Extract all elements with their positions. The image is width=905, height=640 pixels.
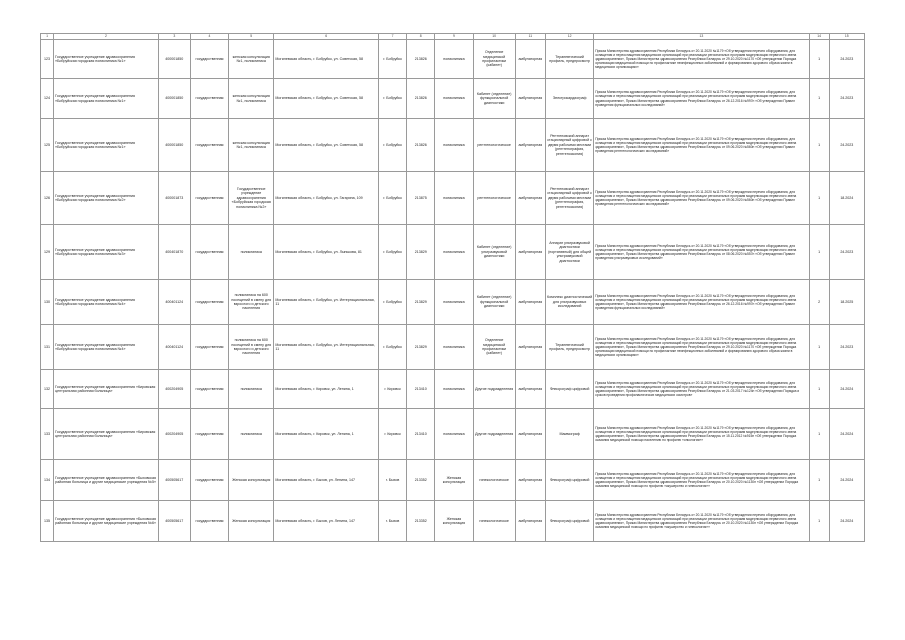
quantity-cell: 1 xyxy=(809,501,829,542)
date-cell: 24.2023 xyxy=(829,79,864,119)
date-cell: 24.2023 xyxy=(829,40,864,79)
institution-name-cell: Государственное учреждение здравоохранения «Бобруйская городская поликлиника №1» xyxy=(54,119,159,172)
address-cell: Могилевская область, г. Бобруйск, ул. Интернациональная, 11 xyxy=(274,325,379,370)
unp-cell: 400401124 xyxy=(158,325,190,370)
regulation-cell: Приказ Министерства здравоохранения Республики Беларусь от 20.11.2020 №1179 «Об утверждении перечня оборудования, для оснащения и переоснащения медицинских организаций при реализации региональных программ модернизации первичного звена здравоохранения», Приказ Министерства здравоохранения Республики Беларусь от 09.06.2020 №560н «Об утверждении Правил проведения рентгенологических исследований» xyxy=(594,172,809,225)
column-number: 4 xyxy=(190,34,228,40)
equipment-cell: Флюорограф цифровой xyxy=(545,460,593,501)
row-number-cell: 132 xyxy=(41,370,54,409)
address-cell: Могилевская область, г. Кировск, ул. Ленина, 1 xyxy=(274,370,379,409)
institution-name-cell: Государственное учреждение здравоохранения «Бобруйская городская поликлиника №2» xyxy=(54,172,159,225)
quantity-cell: 1 xyxy=(809,370,829,409)
locality-cell: г. Бобруйск xyxy=(379,79,407,119)
subdivision-cell: Женская консультация xyxy=(229,501,274,542)
regulation-cell: Приказ Министерства здравоохранения Республики Беларусь от 20.11.2020 №1179 «Об утверждении перечня оборудования, для оснащения и переоснащения медицинских организаций при реализации региональных программ модернизации первичного звена здравоохранения», Приказ Министерства здравоохранения Республики Беларусь от 20.10.2020 №1130н «Об утверждении Порядка оказания медицинской помощи по профилю «акушерство и гинекология»» xyxy=(594,501,809,542)
service-cell: Кабинет (отделение) ультразвуковой диагностики xyxy=(473,225,515,280)
code-cell: 213829 xyxy=(407,280,435,325)
address-cell: Могилевская область, г. Бобруйск, ул. Гагарина, 109 xyxy=(274,172,379,225)
quantity-cell: 1 xyxy=(809,119,829,172)
unit-type-cell: Женская консультация xyxy=(435,501,473,542)
unit-type-cell: поликлиника xyxy=(435,172,473,225)
row-number-cell: 135 xyxy=(41,501,54,542)
service-cell: Отделение медицинской профилактики (кабинет) xyxy=(473,325,515,370)
unp-cell: 400401124 xyxy=(158,280,190,325)
address-cell: Могилевская область, г. Кировск, ул. Ленина, 1 xyxy=(274,409,379,460)
date-cell: 24.2023 xyxy=(829,225,864,280)
address-cell: Могилевская область, г. Бобруйск, ул. Советская, 58 xyxy=(274,40,379,79)
ownership-cell: государственная xyxy=(190,501,228,542)
equipment-cell: Комплекс диагностический для ультразвуковых исследований xyxy=(545,280,593,325)
date-cell: 24.2024 xyxy=(829,409,864,460)
care-type-cell: амбулаторная xyxy=(515,40,545,79)
regulation-cell: Приказ Министерства здравоохранения Республики Беларусь от 20.11.2020 №1179 «Об утверждении перечня оборудования, для оснащения и переоснащения медицинских организаций при реализации региональных программ модернизации первичного звена здравоохранения», Приказ Министерства здравоохранения Республики Беларусь от 08.06.2020 №557н «Об утверждении Правил проведения ультразвуковых исследований» xyxy=(594,225,809,280)
care-type-cell: амбулаторная xyxy=(515,280,545,325)
address-cell: Могилевская область, г. Быхов, ул. Ленина, 147 xyxy=(274,460,379,501)
row-number-cell: 131 xyxy=(41,325,54,370)
care-type-cell: амбулаторная xyxy=(515,460,545,501)
unp-cell: 400001873 xyxy=(158,172,190,225)
column-number: 11 xyxy=(515,34,545,40)
ownership-cell: государственная xyxy=(190,40,228,79)
unp-cell: 400401870 xyxy=(158,225,190,280)
institution-name-cell: Государственное учреждение здравоохранения «Быховская районная больница и другие медицинские учреждения №5» xyxy=(54,460,159,501)
service-cell: рентгенологическое xyxy=(473,119,515,172)
address-cell: Могилевская область, г. Бобруйск, ул. Интернациональная, 11 xyxy=(274,280,379,325)
equipment-cell: Аппарат ультразвуковой диагностики (портативный) для общей ультразвуковой диагностики xyxy=(545,225,593,280)
institution-name-cell: Государственное учреждение здравоохранения «Бобруйская городская поликлиника №1» xyxy=(54,79,159,119)
date-cell: 24.2024 xyxy=(829,370,864,409)
equipment-cell: Флюорограф цифровой xyxy=(545,501,593,542)
table-body xyxy=(41,40,865,542)
ownership-cell: государственная xyxy=(190,325,228,370)
code-cell: 213410 xyxy=(407,370,435,409)
date-cell: 18.2024 xyxy=(829,172,864,225)
table-row xyxy=(41,280,865,325)
unit-type-cell: поликлиника xyxy=(435,325,473,370)
column-number: 3 xyxy=(158,34,190,40)
locality-cell: г. Бобруйск xyxy=(379,172,407,225)
unp-cell: 400204905 xyxy=(158,409,190,460)
date-cell: 24.2023 xyxy=(829,119,864,172)
code-cell: 213826 xyxy=(407,40,435,79)
subdivision-cell: Женская консультация xyxy=(229,460,274,501)
regulation-cell: Приказ Министерства здравоохранения Республики Беларусь от 20.11.2020 №1179 «Об утверждении перечня оборудования, для оснащения и переоснащения медицинских организаций при реализации региональных программ модернизации первичного звена здравоохранения», Приказ Министерства здравоохранения Республики Беларусь от 15.11.2012 №915н «Об утверждении Порядка оказания медицинской помощи населению по профилю «онкология»» xyxy=(594,409,809,460)
unit-type-cell: поликлиника xyxy=(435,79,473,119)
institution-name-cell: Государственное учреждение здравоохранения «Быховская районная больница и другие медицинские учреждения №6» xyxy=(54,501,159,542)
column-number: 8 xyxy=(407,34,435,40)
row-number-cell: 126 xyxy=(41,172,54,225)
column-number: 10 xyxy=(473,34,515,40)
column-number: 1 xyxy=(41,34,54,40)
code-cell: 213875 xyxy=(407,172,435,225)
quantity-cell: 1 xyxy=(809,225,829,280)
table-row xyxy=(41,79,865,119)
code-cell: 213352 xyxy=(407,460,435,501)
locality-cell: г. Кировск xyxy=(379,409,407,460)
subdivision-cell: женская консультация №1, поликлиника xyxy=(229,119,274,172)
service-cell: Кабинет (отделение) функциональной диагностики xyxy=(473,79,515,119)
ownership-cell: государственная xyxy=(190,280,228,325)
subdivision-cell: поликлиника xyxy=(229,370,274,409)
equipment-cell: Флюорограф цифровой xyxy=(545,370,593,409)
equipment-cell: Электрокардиограф xyxy=(545,79,593,119)
quantity-cell: 1 xyxy=(809,409,829,460)
ownership-cell: государственная xyxy=(190,409,228,460)
column-number: 12 xyxy=(545,34,593,40)
address-cell: Могилевская область, г. Бобруйск, ул. Советская, 58 xyxy=(274,79,379,119)
unit-type-cell: поликлиника xyxy=(435,40,473,79)
row-number-cell: 123 xyxy=(41,40,54,79)
unit-type-cell: поликлиника xyxy=(435,280,473,325)
date-cell: 24.2023 xyxy=(829,325,864,370)
date-cell: 24.2024 xyxy=(829,501,864,542)
column-number: 13 xyxy=(594,34,809,40)
quantity-cell: 1 xyxy=(809,325,829,370)
unit-type-cell: поликлиника xyxy=(435,409,473,460)
ownership-cell: государственная xyxy=(190,370,228,409)
regulation-cell: Приказ Министерства здравоохранения Республики Беларусь от 20.11.2020 №1179 «Об утверждении перечня оборудования, для оснащения и переоснащения медицинских организаций при реализации региональных программ модернизации первичного звена здравоохранения», Приказ Министерства здравоохранения Республики Беларусь от 26.12.2016 №997н «Об утверждении Правил проведения функциональных исследований» xyxy=(594,280,809,325)
table-row xyxy=(41,370,865,409)
equipment-cell: Рентгеновский аппарат стационарный цифровой с двумя рабочими местами (рентгенография, рентгеноскопия) xyxy=(545,172,593,225)
unit-type-cell: Женская консультация xyxy=(435,460,473,501)
locality-cell: г. Бобруйск xyxy=(379,280,407,325)
ownership-cell: государственная xyxy=(190,460,228,501)
date-cell: 18.2025 xyxy=(829,280,864,325)
subdivision-cell: женская консультация №1, поликлиника xyxy=(229,40,274,79)
column-number: 14 xyxy=(809,34,829,40)
unp-cell: 400204905 xyxy=(158,370,190,409)
ownership-cell: государственная xyxy=(190,79,228,119)
unp-cell: 400505617 xyxy=(158,460,190,501)
regulation-cell: Приказ Министерства здравоохранения Республики Беларусь от 20.11.2020 №1179 «Об утверждении перечня оборудования, для оснащения и переоснащения медицинских организаций при реализации региональных программ модернизации первичного звена здравоохранения», Приказ Министерства здравоохранения Республики Беларусь от 26.12.2016 №997н «Об утверждении Правил проведения функциональных исследований» xyxy=(594,79,809,119)
subdivision-cell: поликлиника на 600 посещений в смену для взрослого и детского населения xyxy=(229,280,274,325)
equipment-cell: Терапевтический профиль, предпросмотр xyxy=(545,325,593,370)
regulation-cell: Приказ Министерства здравоохранения Республики Беларусь от 20.11.2020 №1179 «Об утверждении перечня оборудования, для оснащения и переоснащения медицинских организаций при реализации региональных программ модернизации первичного звена здравоохранения», Приказ Министерства здравоохранения Республики Беларусь от 29.10.2020 №1170 «Об утверждении Порядка организации медицинской помощи по профилактике неинфекционных заболеваний и формированию здорового образа жизни в медицинских организациях» xyxy=(594,40,809,79)
care-type-cell: амбулаторная xyxy=(515,172,545,225)
unit-type-cell: поликлиника xyxy=(435,119,473,172)
address-cell: Могилевская область, г. Бобруйск, ул. Советская, 58 xyxy=(274,119,379,172)
code-cell: 213826 xyxy=(407,119,435,172)
service-cell: Кабинет (отделение) функциональной диагностики xyxy=(473,280,515,325)
column-number: 6 xyxy=(274,34,379,40)
row-number-cell: 130 xyxy=(41,280,54,325)
code-cell: 213826 xyxy=(407,79,435,119)
regulation-cell: Приказ Министерства здравоохранения Республики Беларусь от 20.11.2020 №1179 «Об утверждении перечня оборудования, для оснащения и переоснащения медицинских организаций при реализации региональных программ модернизации первичного звена здравоохранения», Приказ Министерства здравоохранения Республики Беларусь от 21.03.2017 №124н «Об утверждении Порядка и сроков проведения профилактических медицинских осмотров» xyxy=(594,370,809,409)
subdivision-cell: поликлиника xyxy=(229,409,274,460)
unp-cell: 400505617 xyxy=(158,501,190,542)
regulation-cell: Приказ Министерства здравоохранения Республики Беларусь от 20.11.2020 №1179 «Об утверждении перечня оборудования, для оснащения и переоснащения медицинских организаций при реализации региональных программ модернизации первичного звена здравоохранения», Приказ Министерства здравоохранения Республики Беларусь от 20.10.2020 №1130н «Об утверждении Порядка оказания медицинской помощи по профилю «акушерство и гинекология»» xyxy=(594,460,809,501)
subdivision-cell: поликлиника xyxy=(229,225,274,280)
row-number-cell: 125 xyxy=(41,119,54,172)
locality-cell: г. Быхов xyxy=(379,501,407,542)
row-number-cell: 124 xyxy=(41,79,54,119)
quantity-cell: 1 xyxy=(809,172,829,225)
locality-cell: г. Бобруйск xyxy=(379,225,407,280)
address-cell: Могилевская область, г. Быхов, ул. Ленина, 147 xyxy=(274,501,379,542)
subdivision-cell: поликлиника на 600 посещений в смену для взрослого и детского населения xyxy=(229,325,274,370)
code-cell: 213829 xyxy=(407,225,435,280)
table-row xyxy=(41,325,865,370)
subdivision-cell: женская консультация №1, поликлиника xyxy=(229,79,274,119)
table-row xyxy=(41,460,865,501)
code-cell: 213829 xyxy=(407,325,435,370)
institution-name-cell: Государственное учреждение здравоохранения «Бобруйская городская поликлиника №3» xyxy=(54,225,159,280)
table-row xyxy=(41,225,865,280)
quantity-cell: 1 xyxy=(809,79,829,119)
row-number-cell: 134 xyxy=(41,460,54,501)
column-number: 2 xyxy=(54,34,159,40)
equipment-cell: Терапевтический профиль, предпросмотр xyxy=(545,40,593,79)
care-type-cell: амбулаторная xyxy=(515,79,545,119)
institution-name-cell: Государственное учреждение здравоохранения «Кировская центральная районная больница» xyxy=(54,370,159,409)
equipment-table xyxy=(40,33,865,542)
regulation-cell: Приказ Министерства здравоохранения Республики Беларусь от 20.11.2020 №1179 «Об утверждении перечня оборудования, для оснащения и переоснащения медицинских организаций при реализации региональных программ модернизации первичного звена здравоохранения», Приказ Министерства здравоохранения Республики Беларусь от 29.10.2020 №1170 «Об утверждении Порядка организации медицинской помощи по профилактике неинфекционных заболеваний и формированию здорового образа жизни в медицинских организациях» xyxy=(594,325,809,370)
care-type-cell: амбулаторная xyxy=(515,370,545,409)
code-cell: 213410 xyxy=(407,409,435,460)
ownership-cell: государственная xyxy=(190,172,228,225)
code-cell: 213352 xyxy=(407,501,435,542)
service-cell: гинекологическое xyxy=(473,501,515,542)
subdivision-cell: Государственное учреждение здравоохранения «Бобруйская городская поликлиника №2» xyxy=(229,172,274,225)
unit-type-cell: поликлиника xyxy=(435,370,473,409)
column-number: 5 xyxy=(229,34,274,40)
table-row xyxy=(41,172,865,225)
quantity-cell: 2 xyxy=(809,280,829,325)
institution-name-cell: Государственное учреждение здравоохранения «Бобруйская городская поликлиника №4» xyxy=(54,325,159,370)
service-cell: Другие подразделения xyxy=(473,409,515,460)
quantity-cell: 1 xyxy=(809,460,829,501)
equipment-cell: Рентгеновский аппарат стационарный цифровой с двумя рабочими местами (рентгенография, рентгеноскопия) xyxy=(545,119,593,172)
service-cell: Другие подразделения xyxy=(473,370,515,409)
service-cell: Отделение медицинской профилактики (кабинет) xyxy=(473,40,515,79)
care-type-cell: амбулаторная xyxy=(515,119,545,172)
row-number-cell: 133 xyxy=(41,409,54,460)
locality-cell: г. Бобруйск xyxy=(379,119,407,172)
locality-cell: г. Быхов xyxy=(379,460,407,501)
locality-cell: г. Кировск xyxy=(379,370,407,409)
ownership-cell: государственная xyxy=(190,119,228,172)
column-number: 15 xyxy=(829,34,864,40)
care-type-cell: амбулаторная xyxy=(515,409,545,460)
column-number: 7 xyxy=(379,34,407,40)
unit-type-cell: поликлиника xyxy=(435,225,473,280)
row-number-cell: 129 xyxy=(41,225,54,280)
care-type-cell: амбулаторная xyxy=(515,225,545,280)
locality-cell: г. Бобруйск xyxy=(379,40,407,79)
service-cell: рентгенологическое xyxy=(473,172,515,225)
ownership-cell: государственная xyxy=(190,225,228,280)
care-type-cell: амбулаторная xyxy=(515,501,545,542)
unp-cell: 400001850 xyxy=(158,119,190,172)
unp-cell: 400001850 xyxy=(158,40,190,79)
equipment-cell: Маммограф xyxy=(545,409,593,460)
institution-name-cell: Государственное учреждение здравоохранения «Кировская центральная районная больница» xyxy=(54,409,159,460)
institution-name-cell: Государственное учреждение здравоохранения «Бобруйская городская поликлиника №4» xyxy=(54,280,159,325)
regulation-cell: Приказ Министерства здравоохранения Республики Беларусь от 20.11.2020 №1179 «Об утверждении перечня оборудования, для оснащения и переоснащения медицинских организаций при реализации региональных программ модернизации первичного звена здравоохранения», Приказ Министерства здравоохранения Республики Беларусь от 09.06.2020 №560н «Об утверждении Правил проведения рентгенологических исследований» xyxy=(594,119,809,172)
table-row xyxy=(41,40,865,79)
quantity-cell: 1 xyxy=(809,40,829,79)
address-cell: Могилевская область, г. Бобруйск, ул. Лынькова, 81 xyxy=(274,225,379,280)
date-cell: 24.2024 xyxy=(829,460,864,501)
service-cell: гинекологическое xyxy=(473,460,515,501)
institution-name-cell: Государственное учреждение здравоохранения «Бобруйская городская поликлиника №1» xyxy=(54,40,159,79)
spreadsheet-sheet xyxy=(40,33,865,542)
table-row xyxy=(41,409,865,460)
care-type-cell: амбулаторная xyxy=(515,325,545,370)
table-row xyxy=(41,501,865,542)
table-row xyxy=(41,119,865,172)
unp-cell: 400001850 xyxy=(158,79,190,119)
locality-cell: г. Бобруйск xyxy=(379,325,407,370)
column-number: 9 xyxy=(435,34,473,40)
